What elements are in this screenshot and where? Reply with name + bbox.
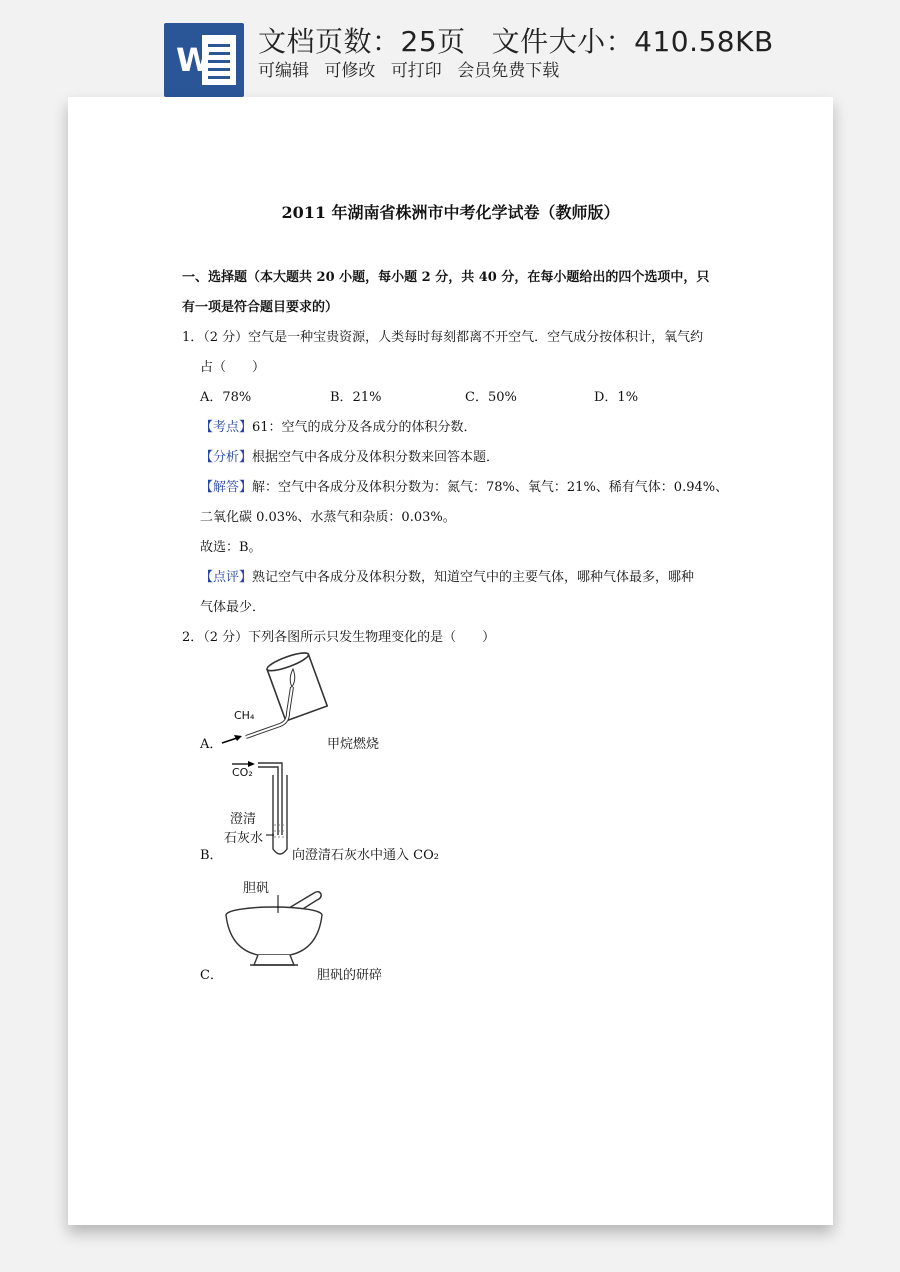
dianping-tag: 【点评】 <box>200 570 253 585</box>
q1-jieda <box>200 476 728 495</box>
q2-option-c-caption: 胆矾的研碎 <box>317 968 383 983</box>
kaodian-text: 61：空气的成分及各成分的体积分数． <box>252 420 477 435</box>
limewater-label-line1: 澄清 <box>230 812 257 827</box>
methane-burning-illustration <box>218 645 328 745</box>
fenxi-tag: 【分析】 <box>200 450 253 465</box>
q1-stem-line2: 占（ ） <box>200 360 266 375</box>
feature-modifiable: 可修改 <box>324 61 376 81</box>
q1-fenxi <box>200 446 499 465</box>
q2-option-a-letter: A． <box>200 737 223 752</box>
q2-option-a-caption: 甲烷燃烧 <box>327 737 380 752</box>
q1-answer: 故选：B。 <box>200 540 262 555</box>
feature-free-download: 会员免费下载 <box>457 61 560 81</box>
kaodian-tag: 【考点】 <box>200 420 253 435</box>
fenxi-text: 根据空气中各成分及体积分数来回答本题． <box>252 450 500 465</box>
jieda-text-line1: 解：空气中各成分及体积分数为：氮气：78%、氧气：21%、稀有气体：0.94%、 <box>252 480 729 495</box>
exam-title: 2011 年湖南省株洲市中考化学试卷（教师版） <box>281 203 620 222</box>
q1-option-c: C．50% <box>465 390 517 405</box>
feature-editable: 可编辑 <box>258 61 309 81</box>
q1-stem-line1: 1．（2 分）空气是一种宝贵资源，人类每时每刻都离不开空气．空气成分按体积计，氧气约 <box>182 330 704 345</box>
q1-option-a: A．78% <box>200 390 252 405</box>
q2-option-b-letter: B． <box>200 848 223 863</box>
file-size: 文件大小：410.58KB <box>491 25 774 58</box>
feature-printable: 可打印 <box>390 61 442 81</box>
q1-option-d: D．1% <box>594 390 639 405</box>
dianping-text-line2: 气体最少． <box>200 600 266 615</box>
jieda-text-line2: 二氧化碳 0.03%、水蒸气和杂质：0.03%。 <box>200 510 456 525</box>
q2-option-c-letter: C． <box>200 968 223 983</box>
q1-option-b: B．21% <box>330 390 382 405</box>
mortar-pestle-illustration <box>222 887 332 979</box>
q2-option-b-caption: 向澄清石灰水中通入 CO₂ <box>292 848 439 863</box>
q1-dianping <box>200 566 694 585</box>
limewater-label-line2: 石灰水 <box>224 831 264 846</box>
q1-kaodian <box>200 416 477 435</box>
jieda-tag: 【解答】 <box>200 480 253 495</box>
banner-file-info <box>258 20 774 60</box>
q2-stem: 2．（2 分）下列各图所示只发生物理变化的是（ ） <box>182 630 496 645</box>
page-count: 文档页数：25页 <box>258 25 466 58</box>
banner-features <box>258 56 569 81</box>
section-heading-line2: 有一项是符合题目要求的） <box>182 300 339 315</box>
co2-label: CO₂ <box>232 766 253 779</box>
word-document-icon: W <box>164 23 244 97</box>
document-page <box>68 97 833 1225</box>
ch4-label: CH₄ <box>234 709 255 722</box>
dianping-text-line1: 熟记空气中各成分及体积分数，知道空气中的主要气体，哪种气体最多，哪种 <box>252 570 695 585</box>
section-heading-line1: 一、选择题（本大题共 20 小题，每小题 2 分，共 40 分，在每小题给出的四个选项中，只 <box>182 270 710 285</box>
bluevitriol-label: 胆矾 <box>243 881 270 896</box>
